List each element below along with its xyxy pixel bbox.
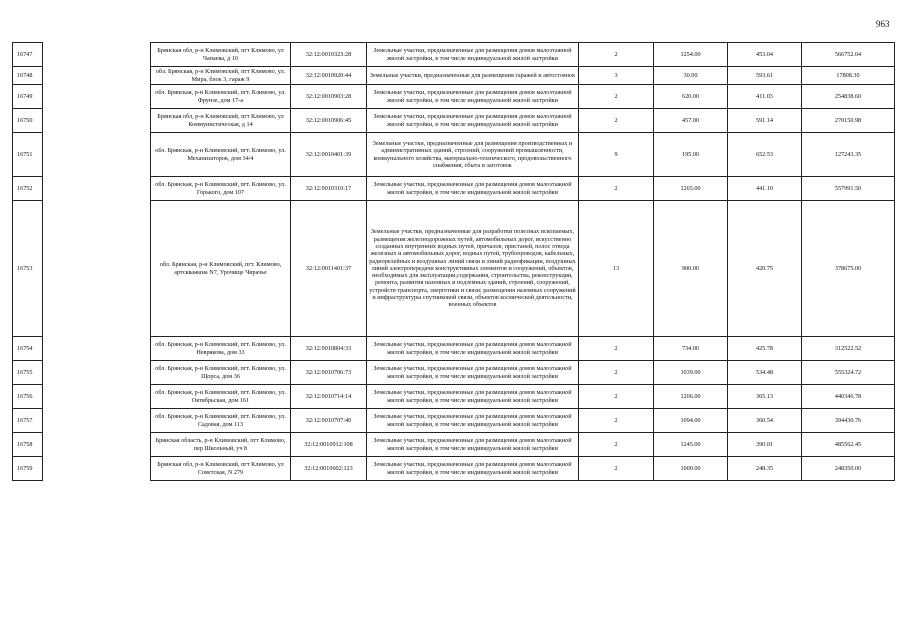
group-cell: 2 xyxy=(579,177,654,201)
land-use-cell: Земельные участки, предназначенные для размещения домов малоэтажной жилой застройки, в том числе индивидуальной жилой застройки xyxy=(367,337,579,361)
cadastral-number-cell: 32:12:0010920:44 xyxy=(291,67,367,85)
spacer-cell xyxy=(43,361,151,385)
table-row xyxy=(13,433,895,457)
cadastral-value-cell: 127243.35 xyxy=(802,133,895,177)
cadastral-value-cell: 270150.98 xyxy=(802,109,895,133)
address-cell: обл. Брянская, р-н Климовский, пгт. Климово, ул. Механизаторов, дом 34/4 xyxy=(151,133,291,177)
price-cell: 441.10 xyxy=(728,177,802,201)
price-cell: 591.14 xyxy=(728,109,802,133)
group-cell: 2 xyxy=(579,409,654,433)
land-use-cell: Земельные участки, предназначенные для размещения домов малоэтажной жилой застройки, в том числе индивидуальной жилой застройки xyxy=(367,409,579,433)
cadastral-number-cell: 32:12:0010804:33 xyxy=(291,337,367,361)
address-cell: обл. Брянская, р-н Климовский, пгт. Климово, ул. Горького, дом 107 xyxy=(151,177,291,201)
price-cell: 453.04 xyxy=(728,43,802,67)
record-id: 16757 xyxy=(13,409,43,433)
group-cell: 2 xyxy=(579,337,654,361)
table-body xyxy=(13,43,895,481)
group-cell: 2 xyxy=(579,433,654,457)
cadastral-number-cell: 32:12:0010912:108 xyxy=(291,433,367,457)
address-cell: обл. Брянская, р-н Климовский, пгт. Климово, ул. Фрунзе, дом 17-а xyxy=(151,85,291,109)
cadastral-number-cell: 32:12:0010714:14 xyxy=(291,385,367,409)
land-use-cell: Земельные участки, предназначенные для размещения домов малоэтажной жилой застройки, в том числе индивидуальной жилой застройки xyxy=(367,457,579,481)
record-id: 16750 xyxy=(13,109,43,133)
price-cell: 425.78 xyxy=(728,337,802,361)
land-use-cell: Земельные участки, предназначенные для размещения домов малоэтажной жилой застройки, в том числе индивидуальной жилой застройки xyxy=(367,385,579,409)
spacer-cell xyxy=(43,201,151,337)
land-use-cell: Земельные участки, предназначенные для размещения домов малоэтажной жилой застройки, в том числе индивидуальной жилой застройки xyxy=(367,109,579,133)
land-use-cell: Земельные участки, предназначенные для размещения домов малоэтажной жилой застройки, в том числе индивидуальной жилой застройки xyxy=(367,43,579,67)
spacer-cell xyxy=(43,133,151,177)
table-row xyxy=(13,177,895,201)
spacer-cell xyxy=(43,337,151,361)
record-id: 16758 xyxy=(13,433,43,457)
record-id: 16753 xyxy=(13,201,43,337)
group-cell: 2 xyxy=(579,385,654,409)
area-cell: 1094.00 xyxy=(654,409,728,433)
cadastral-value-cell: 17808.30 xyxy=(802,67,895,85)
land-use-cell: Земельные участки, предназначенные для размещения домов малоэтажной жилой застройки, в том числе индивидуальной жилой застройки xyxy=(367,85,579,109)
address-cell: обл. Брянская, р-н Климовский, пгт. Климово, ул. Октябрьская, дом 161 xyxy=(151,385,291,409)
table-row xyxy=(13,133,895,177)
cadastral-number-cell: 32:12:0011401:37 xyxy=(291,201,367,337)
cadastral-value-cell: 312522.52 xyxy=(802,337,895,361)
page-number: 963 xyxy=(876,19,890,29)
cadastral-value-cell: 378675.00 xyxy=(802,201,895,337)
area-cell: 620.00 xyxy=(654,85,728,109)
address-cell: обл. Брянская, р-н Климовский, пгт Климово, ул. Мира, блок 3, гараж 9 xyxy=(151,67,291,85)
table-row xyxy=(13,43,895,67)
table-row xyxy=(13,361,895,385)
price-cell: 652.53 xyxy=(728,133,802,177)
area-cell: 30.00 xyxy=(654,67,728,85)
table-row xyxy=(13,409,895,433)
group-cell: 2 xyxy=(579,457,654,481)
land-use-cell: Земельные участки, предназначенные для размещения домов малоэтажной жилой застройки, в том числе индивидуальной жилой застройки xyxy=(367,177,579,201)
record-id: 16754 xyxy=(13,337,43,361)
spacer-cell xyxy=(43,433,151,457)
price-cell: 365.13 xyxy=(728,385,802,409)
cadastral-number-cell: 32:12:0010706:73 xyxy=(291,361,367,385)
group-cell: 2 xyxy=(579,43,654,67)
cadastral-number-cell: 32:12:0010323:28 xyxy=(291,43,367,67)
group-cell: 9 xyxy=(579,133,654,177)
record-id: 16752 xyxy=(13,177,43,201)
address-cell: Брянская обл, р-н Климовский, пгт Климово, ул Коммунистическая, д 14 xyxy=(151,109,291,133)
cadastral-number-cell: 32:12:0010310:17 xyxy=(291,177,367,201)
address-cell: обл. Брянская, р-н Климовский, пгт. Климово, ул. Неврякова, дом 33 xyxy=(151,337,291,361)
spacer-cell xyxy=(43,385,151,409)
cadastral-value-cell: 440346.78 xyxy=(802,385,895,409)
record-id: 16756 xyxy=(13,385,43,409)
area-cell: 734.00 xyxy=(654,337,728,361)
group-cell: 13 xyxy=(579,201,654,337)
area-cell: 1206.00 xyxy=(654,385,728,409)
area-cell: 1000.00 xyxy=(654,457,728,481)
group-cell: 2 xyxy=(579,361,654,385)
address-cell: обл. Брянская, р-н Климовский, пгт. Климово, ул. Садовая, дом 113 xyxy=(151,409,291,433)
price-cell: 534.48 xyxy=(728,361,802,385)
table-row xyxy=(13,337,895,361)
cadastral-number-cell: 32:12:0010602:123 xyxy=(291,457,367,481)
group-cell: 2 xyxy=(579,109,654,133)
spacer-cell xyxy=(43,85,151,109)
record-id: 16748 xyxy=(13,67,43,85)
address-cell: Брянская обл, р-н Климовский, пгт Климово, ул Чапаева, д 10 xyxy=(151,43,291,67)
record-id: 16759 xyxy=(13,457,43,481)
cadastral-value-cell: 555324.72 xyxy=(802,361,895,385)
spacer-cell xyxy=(43,457,151,481)
cadastral-value-cell: 254838.60 xyxy=(802,85,895,109)
price-cell: 390.01 xyxy=(728,433,802,457)
spacer-cell xyxy=(43,43,151,67)
area-cell: 1245.00 xyxy=(654,433,728,457)
cadastral-value-cell: 394430.76 xyxy=(802,409,895,433)
spacer-cell xyxy=(43,67,151,85)
table-row xyxy=(13,385,895,409)
price-cell: 248.35 xyxy=(728,457,802,481)
group-cell: 3 xyxy=(579,67,654,85)
address-cell: обл. Брянская, р-н Климовский, пгт. Климово, ул. Щорса, дом 36 xyxy=(151,361,291,385)
table-row xyxy=(13,109,895,133)
cadastral-value-cell: 566752.04 xyxy=(802,43,895,67)
record-id: 16755 xyxy=(13,361,43,385)
spacer-cell xyxy=(43,109,151,133)
cadastral-number-cell: 32:12:0010401:39 xyxy=(291,133,367,177)
spacer-cell xyxy=(43,177,151,201)
land-use-cell: Земельные участки, предназначенные для размещения домов малоэтажной жилой застройки, в том числе индивидуальной жилой застройки xyxy=(367,361,579,385)
cadastral-number-cell: 32:12:0010906:45 xyxy=(291,109,367,133)
land-use-cell: Земельные участки, предназначенные для размещения гаражей и автостоянок xyxy=(367,67,579,85)
land-use-cell: Земельные участки, предназначенные для разработки полезных ископаемых, размещения железнодорожных путей, автомобильных дорог, искусственно созданных внутренних водных путей, причалов, пристаней, полос отвода железных и автомобильных дорог, водных путей, трубопроводов, кабельных, радиорелейных и воздушных линий связи и линий радиофикации, воздушных линий электропередачи конструктивных элементов и сооружений, объектов, необходимых для эксплуатации,содержания, строительства, реконструкции, ремонта, развития наземных и подземных зданий, строений, сооружений, устройств транспорта, энергетики и связи; размещения наземных сооружений и инфраструктуры спутниковой связи, объектов космической деятельности, военных объектов xyxy=(367,201,579,337)
cadastral-value-cell: 485562.45 xyxy=(802,433,895,457)
cadastral-number-cell: 32:12:0010903:28 xyxy=(291,85,367,109)
address-cell: обл. Брянская, р-н Климовский, пгт. Климово, артскважина N7, Урочище Чирачье xyxy=(151,201,291,337)
cadastral-value-cell: 248350.00 xyxy=(802,457,895,481)
area-cell: 457.00 xyxy=(654,109,728,133)
area-cell: 1254.00 xyxy=(654,43,728,67)
table-row xyxy=(13,67,895,85)
area-cell: 1039.00 xyxy=(654,361,728,385)
price-cell: 411.03 xyxy=(728,85,802,109)
record-id: 16751 xyxy=(13,133,43,177)
table-row xyxy=(13,85,895,109)
land-use-cell: Земельные участки, предназначенные для размещения производственных и административных зданий, строений, сооружений промышленности, коммунального хозяйства, материально-технического, продовольственного снабжения, сбыта и заготовок xyxy=(367,133,579,177)
record-id: 16747 xyxy=(13,43,43,67)
land-use-cell: Земельные участки, предназначенные для размещения домов малоэтажной жилой застройки, в том числе индивидуальной жилой застройки xyxy=(367,433,579,457)
cadastral-value-table xyxy=(12,42,895,481)
cadastral-number-cell: 32:12:0010707:40 xyxy=(291,409,367,433)
group-cell: 2 xyxy=(579,85,654,109)
table-row xyxy=(13,201,895,337)
record-id: 16749 xyxy=(13,85,43,109)
price-cell: 593.61 xyxy=(728,67,802,85)
table-row xyxy=(13,457,895,481)
price-cell: 420.75 xyxy=(728,201,802,337)
area-cell: 195.00 xyxy=(654,133,728,177)
area-cell: 1265.00 xyxy=(654,177,728,201)
address-cell: Брянская область, р-н Климовский, пгт Климово, пер Школьный, уч 8 xyxy=(151,433,291,457)
cadastral-value-cell: 557991.50 xyxy=(802,177,895,201)
price-cell: 360.54 xyxy=(728,409,802,433)
spacer-cell xyxy=(43,409,151,433)
address-cell: Брянская обл, р-н Климовский, пгт Климово, ул Советская, N 279 xyxy=(151,457,291,481)
area-cell: 900.00 xyxy=(654,201,728,337)
